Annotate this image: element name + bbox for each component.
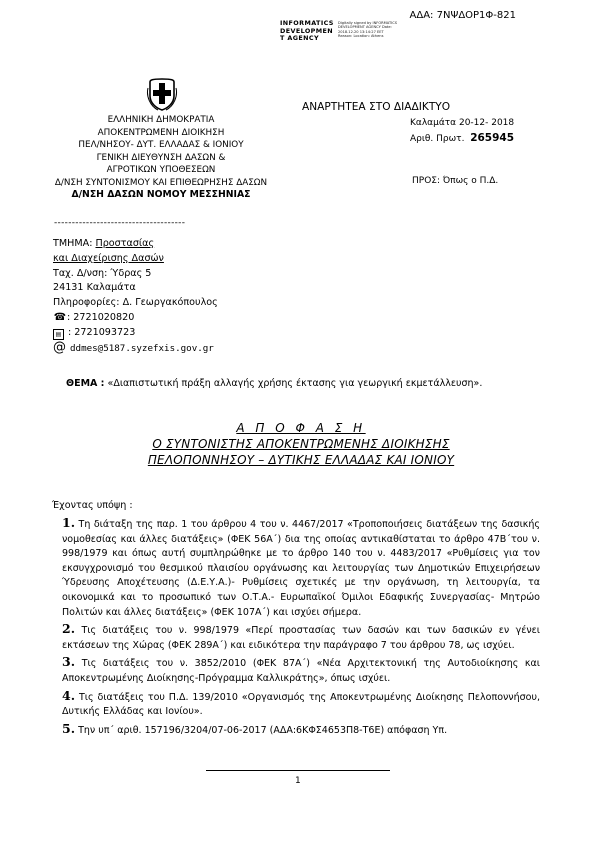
subject-label: ΘΕΜΑ : bbox=[66, 378, 105, 389]
email-address: ddmes@5187.syzefxis.gov.gr bbox=[70, 342, 214, 354]
document-date: Καλαμάτα 20-12- 2018 bbox=[410, 118, 515, 128]
digital-signature-text: Digitally signed by INFORMATICS DEVELOPMENT AGENCY Date: 2018.12.20 13:14:27 EET Reason: Location: Athens bbox=[338, 21, 398, 39]
fax-number: : 2721093723 bbox=[68, 326, 136, 338]
considerations-list bbox=[62, 516, 540, 740]
list-item bbox=[62, 622, 540, 653]
issuer-line-1: ΕΛΛΗΝΙΚΗ ΔΗΜΟΚΡΑΤΙΑ bbox=[107, 115, 215, 125]
item-number: 5. bbox=[62, 720, 76, 736]
item-number: 3. bbox=[62, 654, 76, 670]
subject-text: «Διαπιστωτική πράξη αλλαγής χρήσης έκτασης για γεωργική εκμετάλλευση». bbox=[104, 378, 483, 389]
department-value-2: και Διαχείρισης Δασών bbox=[53, 252, 164, 264]
email-line bbox=[53, 341, 218, 357]
list-item bbox=[62, 516, 540, 620]
ida-line-2: DEVELOPMEN bbox=[280, 26, 334, 35]
footer-divider bbox=[206, 770, 390, 771]
postal-city: 24131 Καλαμάτα bbox=[53, 282, 136, 294]
list-item bbox=[62, 689, 540, 720]
issuer-line-7: Δ/ΝΣΗ ΔΑΣΩΝ ΝΟΜΟΥ ΜΕΣΣΗΝΙΑΣ bbox=[71, 189, 251, 200]
protocol-number bbox=[410, 132, 514, 144]
item-text: Την υπ΄ αριθ. 157196/3204/07-06-2017 (ΑΔΑ:6ΚΦΣ4653Π8-Τ6Ε) απόφαση Υπ. bbox=[75, 724, 448, 736]
issuer-block bbox=[46, 114, 276, 202]
protocol-value: 265945 bbox=[470, 132, 515, 144]
item-text: Τις διατάξεις του Π.Δ. 139/2010 «Οργανισμός της Αποκεντρωμένης Διοίκησης Πελοποννήσου, Δυτικής Ελλάδας και Ιονίου». bbox=[62, 691, 540, 718]
recipient: ΠΡΟΣ: Όπως ο Π.Δ. bbox=[412, 176, 499, 186]
greek-emblem-icon bbox=[146, 76, 178, 112]
ida-line-3: T AGENCY bbox=[280, 34, 320, 43]
ida-signature-logo bbox=[280, 20, 334, 43]
fax-icon: ▤ bbox=[53, 329, 64, 340]
item-text: Τις διατάξεις του ν. 998/1979 «Περί προστασίας των δασών και των δασικών εν γένει εκτάσεων της Χώρας (ΦΕΚ 289Α΄) και ειδικότερα την παράγραφο 7 του άρθρου 78, ως ισχύει. bbox=[62, 625, 540, 651]
post-online-notice: ΑΝΑΡΤΗΤΕΑ ΣΤΟ ΔΙΑΔΙΚΤΥΟ bbox=[302, 101, 451, 113]
ida-line-1: INFORMATICS bbox=[280, 19, 334, 27]
phone-number: : 2721020820 bbox=[67, 311, 135, 323]
phone-icon: ☎ bbox=[53, 311, 67, 323]
decision-authority: Ο ΣΥΝΤΟΝΙΣΤΗΣ ΑΠΟΚΕΝΤΡΩΜΕΝΗΣ ΔΙΟΙΚΗΣΗΣ bbox=[152, 437, 450, 451]
issuer-line-2: ΑΠΟΚΕΝΤΡΩΜΕΝΗ ΔΙΟΙΚΗΣΗ bbox=[97, 127, 225, 138]
issuer-line-5: ΑΓΡΟΤΙΚΩΝ ΥΠΟΘΕΣΕΩΝ bbox=[106, 165, 216, 175]
decision-region: ΠΕΛΟΠΟΝΝΗΣΟΥ – ΔΥΤΙΚΗΣ ΕΛΛΑΔΑΣ ΚΑΙ ΙΟΝΙΟΥ bbox=[147, 453, 455, 467]
list-item bbox=[62, 722, 540, 739]
separator-line: ------------------------------------- bbox=[54, 218, 186, 228]
contact-block bbox=[53, 237, 218, 356]
protocol-label: Αριθ. Πρωτ. bbox=[410, 134, 465, 144]
decision-heading bbox=[60, 420, 542, 468]
item-text: Τις διατάξεις του ν. 3852/2010 (ΦΕΚ 87Α΄) «Νέα Αρχιτεκτονική της Αυτοδιοίκησης και Αποκεντρωμένης Διοίκησης-Πρόγραμμα Καλλικράτης», όπως ισχύει. bbox=[62, 658, 540, 684]
fax-line bbox=[53, 326, 218, 341]
item-text: Τη διάταξη της παρ. 1 του άρθρου 4 του ν. 4467/2017 «Τροποποιήσεις διατάξεων της δασικής νομοθεσίας και άλλες διατάξεις» (ΦΕΚ 56Α΄) δια της οποίας αντικαθίσταται το άρθρο 47Β΄του ν. 998/1979 και όπως αυτή συμπληρώθηκε με το άρθρο 140 του ν. 4483/2017 «Ρυθμίσεις για τον εκσυγχρονισμό του θεσμικού πλαισίου οργάνωσης και λειτουργίας των Δημοτικών Επιχειρήσεων Ύδρευσης Αποχέτευσης (Δ.Ε.Υ.Α.)- Ρυθμίσεις σχετικές με την οργάνωση, τη λειτουργία, τα οικονομικά και το προσωπικό των Ο.Τ.Α.- Ευρωπαϊκοί Όμιλοι Εδαφικής Συνεργασίας- Μητρώο Πολιτών και άλλες διατάξεις» (ΦΕΚ 107Α΄) και ισχύει σήμερα. bbox=[62, 519, 540, 618]
subject-line bbox=[66, 378, 482, 389]
issuer-line-4: ΓΕΝΙΚΗ ΔΙΕΥΘΥΝΣΗ ΔΑΣΩΝ & bbox=[96, 152, 226, 163]
issuer-line-6: Δ/ΝΣΗ ΣΥΝΤΟΝΙΣΜΟΥ ΚΑΙ ΕΠΙΘΕΩΡΗΣΗΣ ΔΑΣΩΝ bbox=[54, 177, 268, 188]
list-item bbox=[62, 655, 540, 686]
phone-line bbox=[53, 311, 218, 326]
issuer-line-3: ΠΕΛ/ΝΗΣΟΥ- ΔΥΤ. ΕΛΛΑΔΑΣ & ΙΟΝΙΟΥ bbox=[78, 140, 244, 150]
postal-address: Ταχ. Δ/νση: Ύδρας 5 bbox=[53, 267, 152, 279]
decision-title: Α Π Ο Φ Α Σ Η bbox=[236, 421, 366, 435]
item-number: 4. bbox=[62, 687, 76, 703]
page-number: 1 bbox=[295, 776, 301, 786]
information-contact: Πληροφορίες: Δ. Γεωργακόπουλος bbox=[53, 297, 218, 309]
department-value: Προστασίας bbox=[95, 238, 155, 249]
item-number: 2. bbox=[62, 621, 76, 637]
department-label: ΤΜΗΜΑ: bbox=[53, 238, 96, 249]
considerations-intro: Έχοντας υπόψη : bbox=[52, 500, 133, 511]
department-line bbox=[53, 237, 218, 252]
item-number: 1. bbox=[62, 515, 76, 530]
at-icon: @ bbox=[53, 339, 66, 355]
ada-code: ΑΔΑ: 7ΝΨΔΟΡ1Φ-821 bbox=[409, 10, 516, 21]
